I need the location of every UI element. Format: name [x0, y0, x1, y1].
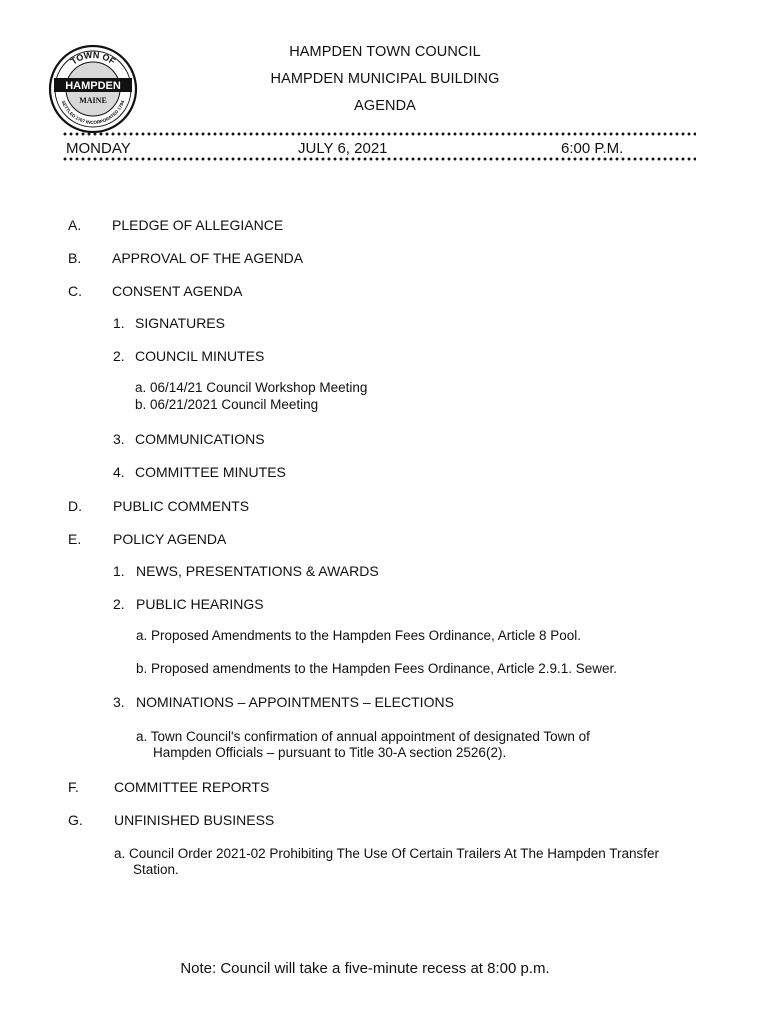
item-e2b: b. Proposed amendments to the Hampden Fees Ordinance, Article 2.9.1. Sewer. [136, 661, 618, 676]
item-c4-number: 4. [113, 464, 125, 480]
section-d-title: PUBLIC COMMENTS [113, 498, 250, 514]
meeting-day: MONDAY [66, 140, 131, 157]
item-c3-title: COMMUNICATIONS [135, 431, 265, 447]
seal-bottom-text: SETTLED 1767 INCORPORATED 1794 [60, 99, 126, 126]
item-c2a: a. 06/14/21 Council Workshop Meeting [135, 380, 368, 395]
item-e3-number: 3. [113, 694, 125, 710]
item-ga-line2: Station. [133, 862, 179, 877]
section-b-title: APPROVAL OF THE AGENDA [112, 250, 304, 266]
section-e-title: POLICY AGENDA [113, 531, 227, 547]
section-a-title: PLEDGE OF ALLEGIANCE [112, 217, 284, 233]
item-e1-number: 1. [113, 563, 125, 579]
recess-note: Note: Council will take a five-minute recess at 8:00 p.m. [180, 960, 550, 977]
item-e3a-line2: Hampden Officials – pursuant to Title 30-A section 2526(2). [153, 745, 507, 760]
section-e-letter: E. [68, 531, 82, 547]
council-title: HAMPDEN TOWN COUNCIL [289, 44, 481, 60]
section-g-letter: G. [68, 812, 83, 828]
section-f-letter: F. [68, 779, 79, 795]
section-a-letter: A. [68, 217, 82, 233]
building-title: HAMPDEN MUNICIPAL BUILDING [270, 71, 500, 87]
section-b-letter: B. [68, 250, 82, 266]
agenda-title: AGENDA [354, 98, 416, 114]
item-c1-title: SIGNATURES [135, 315, 225, 331]
section-c-letter: C. [68, 283, 82, 299]
section-f-title: COMMITTEE REPORTS [114, 779, 270, 795]
item-e3a-line1: a. Town Council's confirmation of annual appointment of designated Town of [136, 729, 590, 744]
seal-state-text: MAINE [79, 96, 107, 105]
item-c4-title: COMMITTEE MINUTES [135, 464, 286, 480]
item-e1-title: NEWS, PRESENTATIONS & AWARDS [136, 563, 379, 579]
item-c1-number: 1. [113, 315, 125, 331]
item-c2b: b. 06/21/2021 Council Meeting [135, 397, 319, 412]
item-e2-title: PUBLIC HEARINGS [136, 596, 264, 612]
item-e3-title: NOMINATIONS – APPOINTMENTS – ELECTIONS [136, 694, 454, 710]
seal-name-text: HAMPDEN [65, 80, 121, 92]
section-c-title: CONSENT AGENDA [112, 283, 243, 299]
item-ga-line1: a. Council Order 2021-02 Prohibiting The Use Of Certain Trailers At The Hampden Transfer [114, 846, 660, 861]
dateline [66, 140, 694, 158]
item-e2a: a. Proposed Amendments to the Hampden Fees Ordinance, Article 8 Pool. [136, 628, 581, 643]
seal-top-text: TOWN OF [68, 49, 118, 67]
section-d-letter: D. [68, 498, 82, 514]
meeting-date: JULY 6, 2021 [298, 140, 388, 157]
item-c2-number: 2. [113, 348, 125, 364]
meeting-time: 6:00 P.M. [561, 140, 624, 157]
top-dotted-rule [62, 132, 696, 136]
section-g-title: UNFINISHED BUSINESS [114, 812, 275, 828]
item-c3-number: 3. [113, 431, 125, 447]
bottom-dotted-rule [62, 157, 696, 161]
item-e2-number: 2. [113, 596, 125, 612]
item-c2-title: COUNCIL MINUTES [135, 348, 265, 364]
